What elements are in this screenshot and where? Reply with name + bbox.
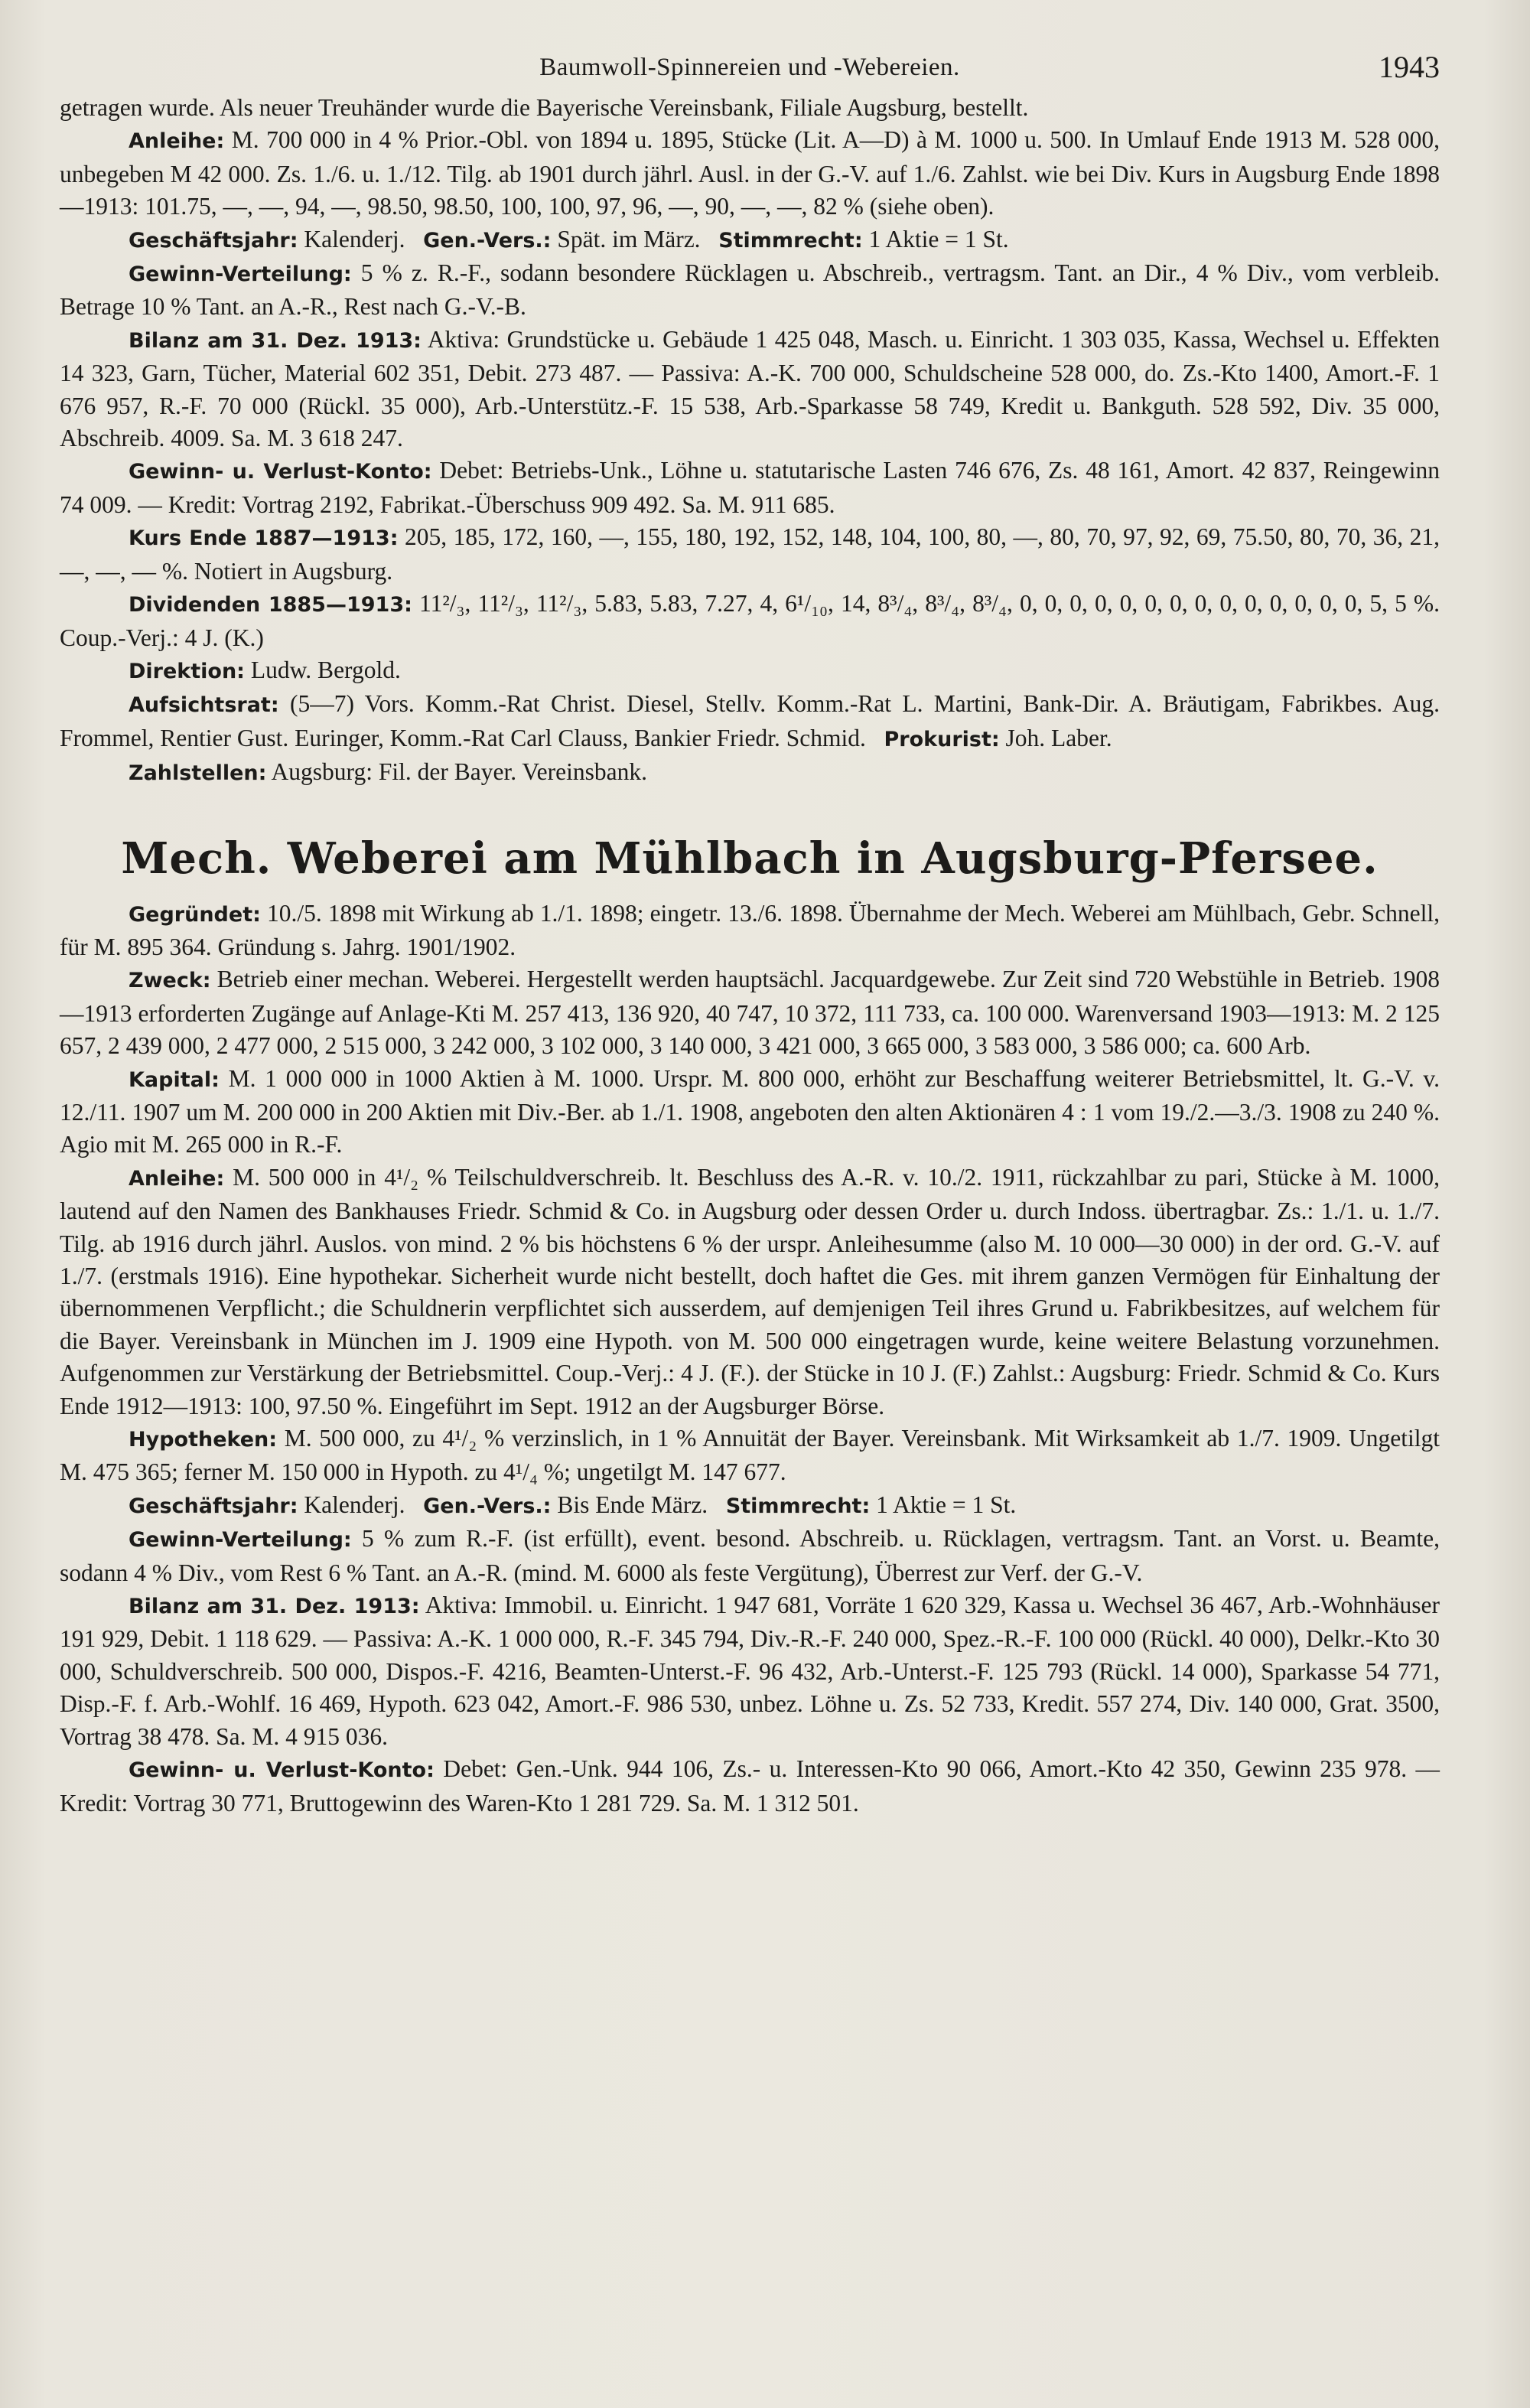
geschaeftsjahr2-label: Geschäftsjahr: — [129, 1494, 298, 1518]
kapital-text: M. 1 000 000 in 1000 Aktien à M. 1000. Urspr. M. 800 000, erhöht zur Beschaffung weiterer Betriebsmittel, lt. G.-V. v. 12./11. 1907 um M. 200 000 in 200 Aktien mit Div.-Ber. ab 1./1. 1908, angeboten den alten Aktionären 4 : 1 vom 19./2.—3./3. 1908 zu 240 %. Agio mit M. 265 000 in R.-F. — [60, 1064, 1440, 1158]
section-company-entry — [60, 833, 1440, 1820]
section-continued-entry — [60, 92, 1440, 790]
gegruendet-paragraph — [60, 898, 1440, 964]
guv2-paragraph — [60, 1753, 1440, 1820]
zahlstellen-label: Zahlstellen: — [129, 761, 267, 786]
bilanz-paragraph — [60, 324, 1440, 455]
geschaeftsjahr2-text: Kalenderj. — [304, 1491, 405, 1518]
stimmrecht2-label: Stimmrecht: — [725, 1494, 871, 1518]
direktion-paragraph — [60, 654, 1440, 688]
hypotheken-paragraph — [60, 1422, 1440, 1489]
bilanz-label: Bilanz am 31. Dez. 1913: — [129, 328, 422, 353]
direktion-text: Ludw. Bergold. — [250, 656, 401, 683]
gewinn-verteilung-label: Gewinn-Verteilung: — [129, 262, 352, 287]
gegruendet-text: 10./5. 1898 mit Wirkung ab 1./1. 1898; eingetr. 13./6. 1898. Übernahme der Mech. Weberei am Mühlbach, Gebr. Schnell, für M. 895 364. Gründung s. Jahrg. 1901/1902. — [60, 899, 1440, 960]
kapital-paragraph — [60, 1063, 1440, 1162]
stimmrecht-text: 1 Aktie = 1 St. — [868, 225, 1009, 253]
genvers2-text: Bis Ende März. — [557, 1491, 708, 1518]
zweck-text: Betrieb einer mechan. Weberei. Hergestellt werden hauptsächl. Jacquardgewebe. Zur Zeit sind 720 Webstühle in Betrieb. 1908—1913 erforderten Zugänge auf Anlage-Kti M. 257 413, 136 920, 40 747, 10 372, 111 733, ca. 100 000. Warenversand 1903—1913: M. 2 125 657, 2 439 000, 2 477 000, 2 515 000, 3 242 000, 3 102 000, 3 140 000, 3 421 000, 3 665 000, 3 583 000, 3 586 000; ca. 600 Arb. — [60, 966, 1440, 1060]
kurs-label: Kurs Ende 1887—1913: — [129, 526, 399, 551]
genvers-label: Gen.-Vers.: — [423, 228, 552, 253]
guv2-label: Gewinn- u. Verlust-Konto: — [129, 1758, 435, 1783]
anleihe2-text: M. 500 000 in 4¹/₂ % Teilschuldverschreib. lt. Beschluss des A.-R. v. 10./2. 1911, rückzahlbar zu pari, Stücke à M. 1000, lautend auf den Namen des Bankhauses Friedr. Schmid & Co. in Augsburg oder dessen Order u. durch Indoss. übertragbar. Zs.: 1./1. u. 1./7. Tilg. ab 1916 durch jährl. Auslos. von mind. 2 % bis höchstens 6 % der urspr. Anleihesumme (also M. 10 000—30 000) in der ord. G.-V. auf 1./7. (erstmals 1916). Eine hypothekar. Sicherheit wurde nicht bestellt, doch haftet die Ges. mit ihrem ganzen Vermögen für Einhaltung der übernommenen Verpflicht.; die Schuldnerin verpflichtet sich ausserdem, auf demjenigen Teil ihres Grund u. Fabrikbesitzes, auf welchem für die Bayer. Vereinsbank in München im J. 1909 eine Hypoth. von M. 500 000 eingetragen wurde, keine weitere Belastung vorzunehmen. Aufgenommen zur Verstärkung der Betriebsmittel. Coup.-Verj.: 4 J. (F.). der Stücke in 10 J. (F.) Zahlst.: Augsburg: Friedr. Schmid & Co. Kurs Ende 1912—1913: 100, 97.50 %. Eingeführt im Sept. 1912 an der Augsburger Börse. — [60, 1163, 1440, 1419]
running-header — [60, 46, 1440, 92]
general-info2-paragraph — [60, 1489, 1440, 1523]
anleihe2-paragraph — [60, 1162, 1440, 1422]
kurs-text: 205, 185, 172, 160, —, 155, 180, 192, 152, 148, 104, 100, 80, —, 80, 70, 97, 92, 69, 75.50, 80, 70, 36, 21, —, —, — %. Notiert in Augsburg. — [60, 523, 1440, 585]
stimmrecht-label: Stimmrecht: — [718, 228, 863, 253]
aufsichtsrat-paragraph — [60, 688, 1440, 756]
hypotheken-label: Hypotheken: — [129, 1428, 278, 1452]
guv2-text: Debet: Gen.-Unk. 944 106, Zs.- u. Interessen-Kto 90 066, Amort.-Kto 42 350, Gewinn 235 978. — Kredit: Vortrag 30 771, Bruttogewinn des Waren-Kto 1 281 729. Sa. M. 1 312 501. — [60, 1755, 1440, 1817]
company-heading: Mech. Weberei am Mühlbach in Augsburg-Pfersee. — [121, 833, 1379, 884]
intro-text: getragen wurde. Als neuer Treuhänder wurde die Bayerische Vereinsbank, Filiale Augsburg, bestellt. — [60, 94, 1029, 121]
bilanz2-paragraph — [60, 1589, 1440, 1753]
intro-paragraph — [60, 92, 1440, 124]
guv-text: Debet: Betriebs-Unk., Löhne u. statutarische Lasten 746 676, Zs. 48 161, Amort. 42 837, Reingewinn 74 009. — Kredit: Vortrag 2192, Fabrikat.-Überschuss 909 492. Sa. M. 911 685. — [60, 457, 1440, 518]
guv-paragraph — [60, 455, 1440, 521]
geschaeftsjahr-text: Kalenderj. — [304, 225, 405, 253]
zweck-paragraph — [60, 963, 1440, 1062]
bilanz-text: Aktiva: Grundstücke u. Gebäude 1 425 048, Masch. u. Einricht. 1 303 035, Kassa, Wechsel u. Effekten 14 323, Garn, Tücher, Material 602 351, Debit. 273 487. — Passiva: A.-K. 700 000, Schuldscheine 528 000, do. Zs.-Kto 1400, Amort.-F. 1 676 957, R.-F. 70 000 (Rückl. 35 000), Arb.-Unterstütz.-F. 15 538, Arb.-Sparkasse 58 749, Kredit u. Bankguth. 528 592, Div. 35 000, Abschreib. 4009. Sa. M. 3 618 247. — [60, 325, 1440, 452]
kapital-label: Kapital: — [129, 1067, 220, 1092]
genvers2-label: Gen.-Vers.: — [423, 1494, 552, 1518]
zahlstellen-paragraph — [60, 756, 1440, 790]
genvers-text: Spät. im März. — [557, 225, 701, 253]
zahlstellen-text: Augsburg: Fil. der Bayer. Vereinsbank. — [271, 758, 647, 786]
gewinn-verteilung2-text: 5 % zum R.-F. (ist erfüllt), event. besond. Abschreib. u. Rücklagen, vertragsm. Tant. an Vorst. u. Beamte, sodann 4 % Div., vom Rest 6 % Tant. an A.-R. (mind. M. 6000 als feste Vergütung), Überrest zur Verf. der G.-V. — [60, 1525, 1440, 1586]
stimmrecht2-text: 1 Aktie = 1 St. — [876, 1491, 1017, 1518]
anleihe-text: M. 700 000 in 4 % Prior.-Obl. von 1894 u. 1895, Stücke (Lit. A—D) à M. 1000 u. 500. In Umlauf Ende 1913 M. 528 000, unbegeben M 42 000. Zs. 1./6. u. 1./12. Tilg. ab 1901 durch jährl. Ausl. in der G.-V. auf 1./6. Zahlst. wie bei Div. Kurs in Augsburg Ende 1898—1913: 101.75, —, —, 94, —, 98.50, 98.50, 100, 100, 97, 96, —, 90, —, —, 82 % (siehe oben). — [60, 126, 1440, 220]
prokurist-label: Prokurist: — [884, 727, 1000, 751]
zweck-label: Zweck: — [129, 969, 211, 993]
aufsichtsrat-text: (5—7) Vors. Komm.-Rat Christ. Diesel, Stellv. Komm.-Rat L. Martini, Bank-Dir. A. Bräutigam, Fabrikbes. Aug. Frommel, Rentier Gust. Euringer, Komm.-Rat Carl Clauss, Bankier Friedr. Schmid. — [60, 690, 1440, 751]
gegruendet-label: Gegründet: — [129, 902, 261, 927]
gewinn-verteilung-text: 5 % z. R.-F., sodann besondere Rücklagen u. Abschreib., vertragsm. Tant. an Dir., 4 % Div., vom verbleib. Betrage 10 % Tant. an A.-R., Rest nach G.-V.-B. — [60, 259, 1440, 321]
dividenden-paragraph — [60, 588, 1440, 654]
dividenden-label: Dividenden 1885—1913: — [129, 593, 412, 617]
hypotheken-text: M. 500 000, zu 4¹/₂ % verzinslich, in 1 % Annuität der Bayer. Vereinsbank. Mit Wirksamkeit ab 1./7. 1909. Ungetilgt M. 475 365; ferner M. 150 000 in Hypoth. zu 4¹/₄ %; ungetilgt M. 147 677. — [60, 1425, 1440, 1486]
kurs-paragraph — [60, 521, 1440, 588]
anleihe-paragraph — [60, 124, 1440, 223]
gewinn-verteilung2-label: Gewinn-Verteilung: — [129, 1528, 352, 1553]
page-number: 1943 — [1379, 50, 1440, 84]
anleihe-label: Anleihe: — [129, 129, 225, 154]
guv-label: Gewinn- u. Verlust-Konto: — [129, 460, 432, 484]
general-info-paragraph — [60, 223, 1440, 257]
aufsichtsrat-label: Aufsichtsrat: — [129, 693, 279, 718]
bilanz2-label: Bilanz am 31. Dez. 1913: — [129, 1595, 420, 1619]
gewinn-verteilung2-paragraph — [60, 1523, 1440, 1589]
running-title: Baumwoll-Spinnereien und -Webereien. — [539, 54, 960, 81]
gewinn-verteilung-paragraph — [60, 257, 1440, 324]
direktion-label: Direktion: — [129, 659, 245, 683]
anleihe2-label: Anleihe: — [129, 1166, 225, 1191]
dividenden-text: 11²/₃, 11²/₃, 11²/₃, 5.83, 5.83, 7.27, 4, 6¹/₁₀, 14, 8³/₄, 8³/₄, 8³/₄, 0, 0, 0, 0, 0, 0, 0, 0, 0, 0, 0, 0, 0, 0, 5, 5 %. Coup.-Verj.: 4 J. (K.) — [60, 590, 1440, 651]
bilanz2-text: Aktiva: Immobil. u. Einricht. 1 947 681, Vorräte 1 620 329, Kassa u. Wechsel 36 467, Arb.-Wohnhäuser 191 929, Debit. 1 118 629. — Passiva: A.-K. 1 000 000, R.-F. 345 794, Div.-R.-F. 240 000, Spez.-R.-F. 100 000 (Rückl. 40 000), Delkr.-Kto 30 000, Schuldverschreib. 500 000, Dispos.-F. 4216, Beamten-Unterst.-F. 96 432, Arb.-Unterst.-F. 125 793 (Rückl. 14 000), Sparkasse 54 771, Disp.-F. f. Arb.-Wohlf. 16 469, Hypoth. 623 042, Amort.-F. 986 530, unbez. Löhne u. Zs. 52 733, Kredit. 557 274, Div. 140 000, Grat. 3500, Vortrag 38 478. Sa. M. 4 915 036. — [60, 1592, 1440, 1750]
prokurist-text: Joh. Laber. — [1005, 724, 1112, 751]
geschaeftsjahr-label: Geschäftsjahr: — [129, 228, 298, 253]
